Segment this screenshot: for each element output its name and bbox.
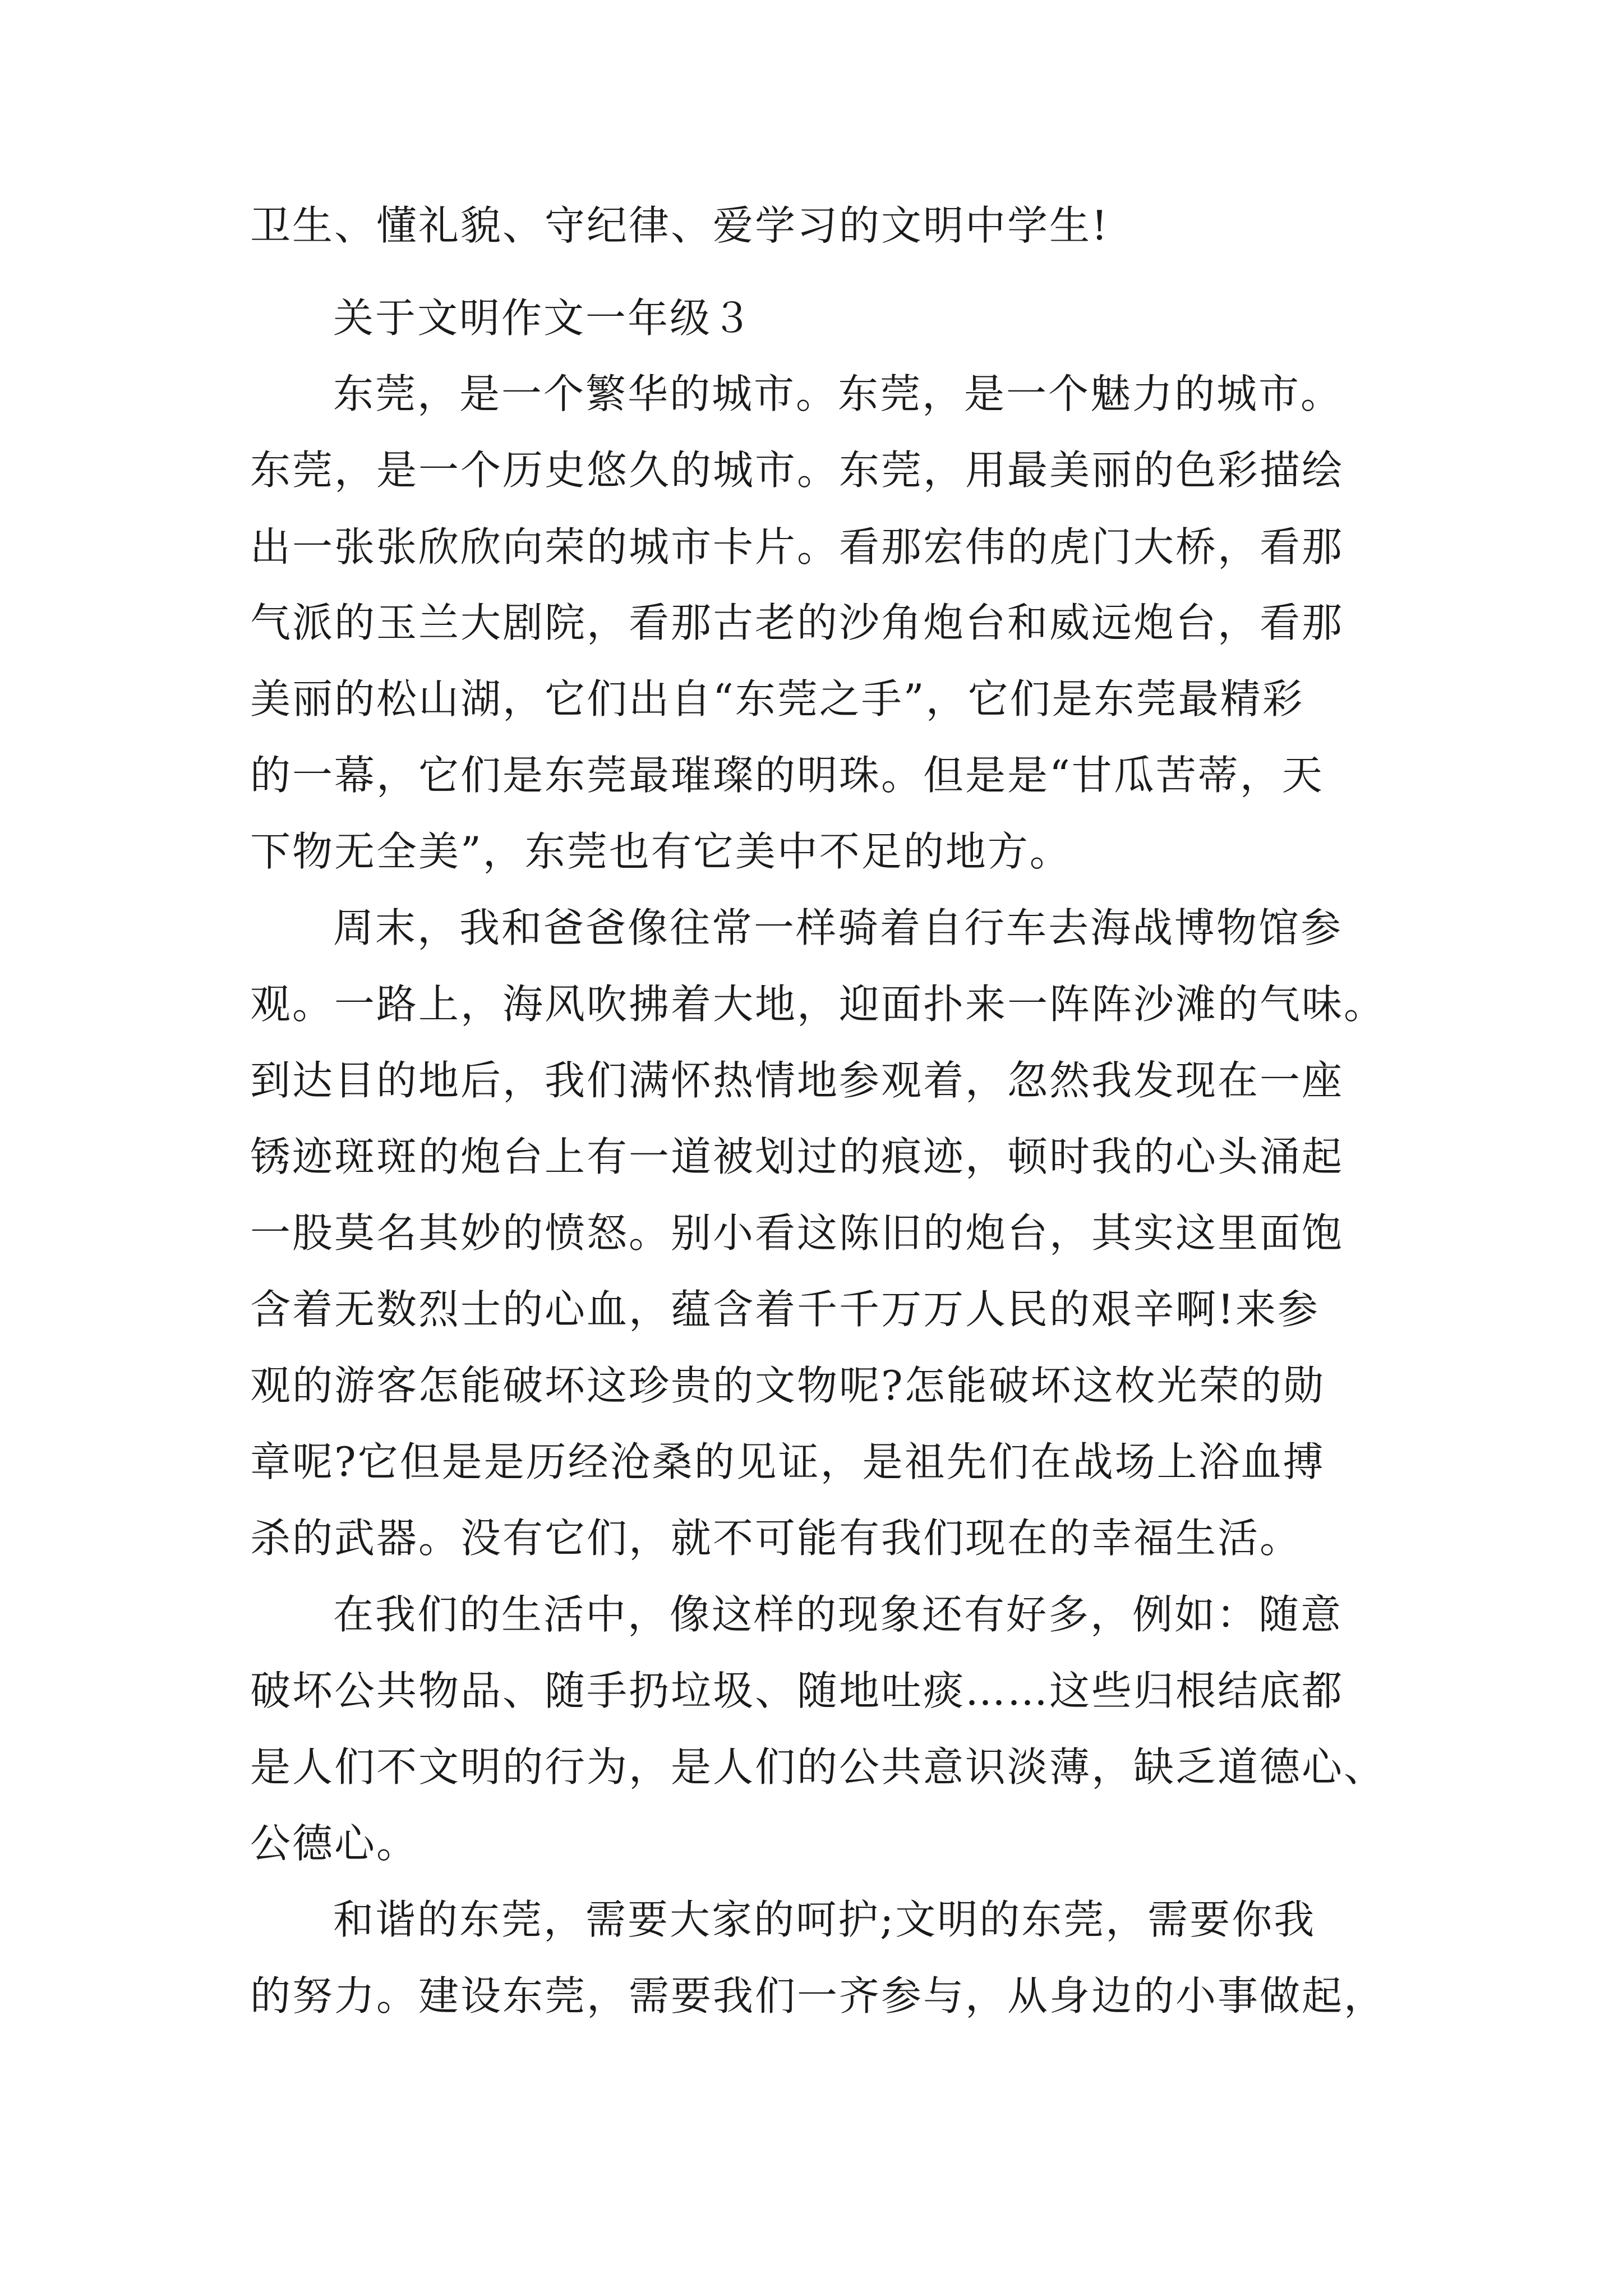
paragraph-2-line: 周末，我和爸爸像往常一样骑着自行车去海战博物馆参: [333, 904, 1343, 951]
paragraph-2-line: 一股莫名其妙的愤怒。别小看这陈旧的炮台，其实这里面饱: [250, 1209, 1344, 1257]
paragraph-2-line: 到达目的地后，我们满怀热情地参观着，忽然我发现在一座: [250, 1057, 1344, 1104]
paragraph-1-line: 东莞，是一个历史悠久的城市。东莞，用最美丽的色彩描绘: [250, 447, 1344, 494]
paragraph-2-line: 含着无数烈士的心血，蕴含着千千万万人民的艰辛啊!来参: [250, 1286, 1320, 1333]
paragraph-3-line: 在我们的生活中，像这样的现象还有好多，例如：随意: [333, 1591, 1343, 1638]
paragraph-2-line: 章呢?它但是是历经沧桑的见证，是祖先们在战场上浴血搏: [250, 1438, 1325, 1485]
paragraph-2-line: 观。一路上，海风吹拂着大地，迎面扑来一阵阵沙滩的气味。: [250, 981, 1386, 1028]
text-line: 卫生、懂礼貌、守纪律、爱学习的文明中学生!: [250, 202, 1109, 249]
essay-title: 关于文明作文一年级３: [333, 295, 754, 342]
paragraph-1-line: 气派的玉兰大剧院，看那古老的沙角炮台和威远炮台，看那: [250, 599, 1344, 646]
paragraph-1-line: 美丽的松山湖，它们出自“东莞之手”，它们是东莞最精彩: [250, 675, 1304, 723]
paragraph-2-line: 杀的武器。没有它们，就不可能有我们现在的幸福生活。: [250, 1515, 1302, 1562]
paragraph-4-line: 和谐的东莞，需要大家的呵护;文明的东莞，需要你我: [333, 1896, 1316, 1943]
paragraph-3-line: 是人们不文明的行为，是人们的公共意识淡薄，缺乏道德心、: [250, 1743, 1386, 1791]
paragraph-2-line: 观的游客怎能破坏这珍贵的文物呢?怎能破坏这枚光荣的勋: [250, 1362, 1325, 1409]
paragraph-1-line: 出一张张欣欣向荣的城市卡片。看那宏伟的虎门大桥，看那: [250, 523, 1344, 570]
paragraph-3-line: 破坏公共物品、随手扔垃圾、随地吐痰……这些归根结底都: [250, 1667, 1344, 1714]
paragraph-1-line: 的一幕，它们是东莞最璀璨的明珠。但是是“甘瓜苦蒂，天: [250, 752, 1324, 799]
paragraph-4-line: 的努力。建设东莞，需要我们一齐参与，从身边的小事做起，: [250, 1972, 1386, 2019]
paragraph-1-line: 下物无全美”，东莞也有它美中不足的地方。: [250, 828, 1072, 875]
paragraph-1-line: 东莞，是一个繁华的城市。东莞，是一个魅力的城市。: [333, 370, 1343, 417]
paragraph-3-line: 公德心。: [250, 1820, 419, 1867]
paragraph-2-line: 锈迹斑斑的炮台上有一道被划过的痕迹，顿时我的心头涌起: [250, 1133, 1344, 1180]
